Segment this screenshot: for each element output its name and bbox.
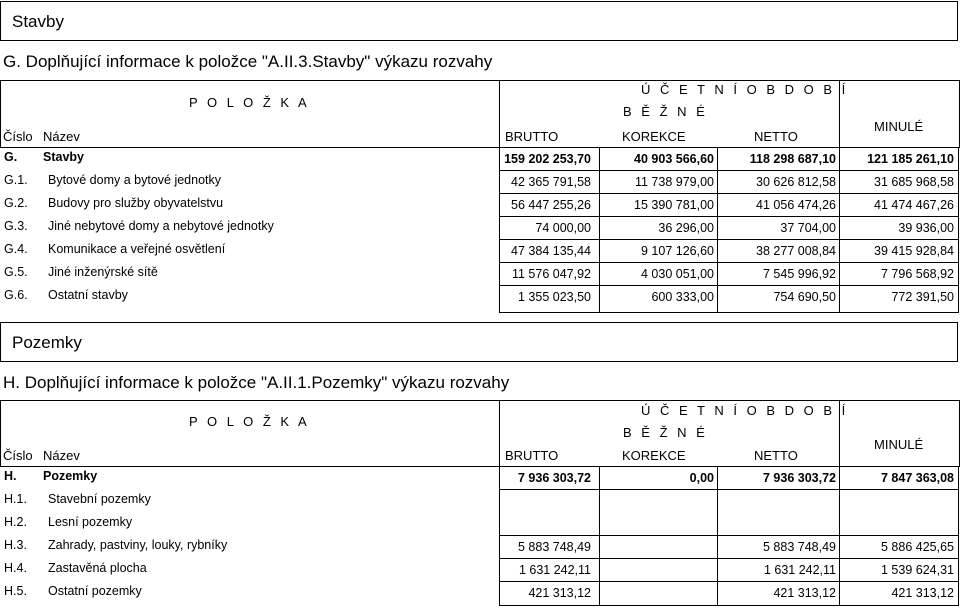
grid-line — [499, 239, 959, 240]
table-row — [0, 490, 960, 512]
header-polozka: P O L O Ž K A — [189, 414, 310, 429]
table-row — [0, 467, 960, 489]
header-minule: MINULÉ — [874, 119, 924, 134]
row-nazev: Ostatní stavby — [48, 288, 128, 302]
grid-line — [839, 148, 840, 313]
section-title-stavby: Stavby — [0, 1, 958, 41]
row-cislo: G.5. — [4, 265, 28, 279]
table-row — [0, 582, 960, 604]
row-netto: 30 626 812,58 — [756, 175, 836, 189]
row-korekce: 9 107 126,60 — [641, 244, 714, 258]
grid-line — [499, 581, 959, 582]
row-minule: 421 313,12 — [891, 586, 954, 600]
grid-line — [499, 467, 500, 606]
grid-line — [499, 285, 959, 286]
row-brutto: 11 576 047,92 — [511, 267, 591, 281]
row-brutto: 74 000,00 — [535, 221, 591, 235]
subtitle-stavby: G. Doplňující informace k položce "A.II.3.Stavby" výkazu rozvahy — [3, 52, 493, 71]
row-netto: 7 936 303,72 — [763, 471, 836, 485]
row-netto: 1 631 242,11 — [763, 563, 836, 577]
row-minule: 7 796 568,92 — [881, 267, 954, 281]
header-nazev: Název — [43, 129, 80, 144]
row-cislo: G.3. — [4, 219, 28, 233]
row-nazev: Jiné nebytové domy a nebytové jednotky — [48, 219, 274, 233]
row-brutto: 47 384 135,44 — [511, 244, 591, 258]
row-nazev: Ostatní pozemky — [48, 584, 142, 598]
header-bezne: B Ě Ž N É — [623, 104, 708, 119]
row-cislo: H.1. — [4, 492, 27, 506]
row-korekce: 600 333,00 — [651, 290, 714, 304]
row-netto: 754 690,50 — [773, 290, 836, 304]
table-row — [0, 240, 960, 262]
subtitle-pozemky: H. Doplňující informace k položce "A.II.1.Pozemky" výkazu rozvahy — [3, 373, 510, 392]
table-row — [0, 263, 960, 285]
row-brutto: 1 355 023,50 — [518, 290, 591, 304]
row-korekce: 4 030 051,00 — [641, 267, 714, 281]
row-cislo: G.2. — [4, 196, 28, 210]
row-minule: 121 185 261,10 — [867, 152, 954, 166]
row-cislo: H.4. — [4, 561, 27, 575]
header-box-minule — [839, 80, 960, 148]
grid-line — [958, 148, 959, 313]
grid-line — [599, 148, 600, 313]
header-bezne: B Ě Ž N É — [623, 425, 708, 440]
grid-line — [499, 605, 959, 606]
table-row — [0, 217, 960, 239]
row-brutto: 42 365 791,58 — [511, 175, 591, 189]
row-brutto: 421 313,12 — [528, 586, 591, 600]
grid-line — [499, 535, 959, 536]
grid-line — [499, 193, 959, 194]
row-minule: 5 886 425,65 — [881, 540, 954, 554]
section-title-pozemky: Pozemky — [0, 322, 958, 362]
row-nazev: Bytové domy a bytové jednotky — [48, 173, 222, 187]
row-minule: 1 539 624,31 — [881, 563, 954, 577]
grid-line — [717, 467, 718, 606]
grid-line — [499, 312, 959, 313]
header-brutto: BRUTTO — [505, 129, 559, 144]
grid-line — [499, 148, 500, 313]
header-nazev: Název — [43, 448, 80, 463]
row-cislo: G.1. — [4, 173, 28, 187]
row-nazev: Stavební pozemky — [48, 492, 151, 506]
header-ucetni-obdobi: Ú Č E T N Í O B D O B Í — [641, 82, 849, 97]
row-netto: 421 313,12 — [773, 586, 836, 600]
row-nazev: Jiné inženýrské sítě — [48, 265, 158, 279]
row-cislo: G.6. — [4, 288, 28, 302]
row-cislo: H. — [4, 469, 17, 483]
row-netto: 118 298 687,10 — [749, 152, 836, 166]
row-brutto: 7 936 303,72 — [518, 471, 591, 485]
row-brutto: 159 202 253,70 — [504, 152, 591, 166]
row-cislo: H.3. — [4, 538, 27, 552]
header-brutto: BRUTTO — [505, 448, 559, 463]
header-korekce: KOREKCE — [622, 129, 686, 144]
table-row — [0, 513, 960, 535]
row-minule: 31 685 968,58 — [874, 175, 954, 189]
row-minule: 39 936,00 — [898, 221, 954, 235]
row-minule: 7 847 363,08 — [881, 471, 954, 485]
header-netto: NETTO — [754, 448, 798, 463]
grid-line — [717, 148, 718, 313]
header-ucetni-obdobi: Ú Č E T N Í O B D O B Í — [641, 403, 849, 418]
row-nazev: Stavby — [43, 150, 84, 164]
table-row — [0, 559, 960, 581]
row-netto: 41 056 474,26 — [756, 198, 836, 212]
header-korekce: KOREKCE — [622, 448, 686, 463]
table-row — [0, 286, 960, 308]
header-cislo: Číslo — [3, 448, 33, 463]
row-korekce: 0,00 — [689, 471, 714, 485]
row-korekce: 36 296,00 — [658, 221, 714, 235]
row-minule: 41 474 467,26 — [874, 198, 954, 212]
row-korekce: 15 390 781,00 — [634, 198, 714, 212]
header-box-minule — [839, 400, 960, 467]
table-row — [0, 194, 960, 216]
row-nazev: Komunikace a veřejné osvětlení — [48, 242, 226, 256]
table-row — [0, 171, 960, 193]
table-row — [0, 148, 960, 170]
row-nazev: Zastavěná plocha — [48, 561, 147, 575]
row-brutto: 5 883 748,49 — [518, 540, 591, 554]
table-header-stavby — [0, 80, 960, 148]
row-nazev: Zahrady, pastviny, louky, rybníky — [48, 538, 228, 552]
table-row — [0, 536, 960, 558]
row-nazev: Pozemky — [43, 469, 98, 483]
row-cislo: H.2. — [4, 515, 27, 529]
grid-line — [499, 170, 959, 171]
grid-line — [599, 467, 600, 606]
header-polozka: P O L O Ž K A — [189, 95, 310, 110]
grid-line — [958, 467, 959, 606]
grid-line — [499, 558, 959, 559]
row-cislo: G.4. — [4, 242, 28, 256]
grid-line — [499, 489, 959, 490]
row-korekce: 11 738 979,00 — [634, 175, 714, 189]
row-brutto: 1 631 242,11 — [518, 563, 591, 577]
row-nazev: Lesní pozemky — [48, 515, 133, 529]
header-netto: NETTO — [754, 129, 798, 144]
row-brutto: 56 447 255,26 — [511, 198, 591, 212]
row-minule: 39 415 928,84 — [874, 244, 954, 258]
table-header-pozemky — [0, 400, 960, 467]
row-minule: 772 391,50 — [891, 290, 954, 304]
row-netto: 37 704,00 — [780, 221, 836, 235]
row-netto: 7 545 996,92 — [763, 267, 836, 281]
row-netto: 38 277 008,84 — [756, 244, 836, 258]
row-cislo: H.5. — [4, 584, 27, 598]
row-korekce: 40 903 566,60 — [634, 152, 714, 166]
grid-line — [499, 262, 959, 263]
grid-line — [499, 216, 959, 217]
row-cislo: G. — [4, 150, 18, 164]
grid-line — [839, 467, 840, 606]
row-nazev: Budovy pro služby obyvatelstvu — [48, 196, 224, 210]
row-netto: 5 883 748,49 — [763, 540, 836, 554]
header-minule: MINULÉ — [874, 437, 924, 452]
header-cislo: Číslo — [3, 129, 33, 144]
